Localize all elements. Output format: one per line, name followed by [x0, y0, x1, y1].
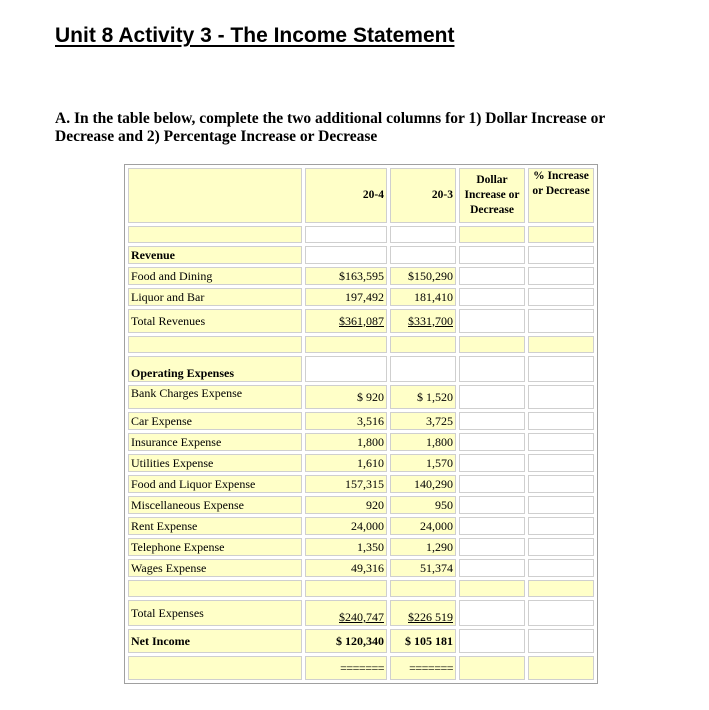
dollar-change-input[interactable]: [459, 288, 525, 306]
row-label: Net Income: [128, 629, 302, 653]
header-col-2023: 20-3: [390, 168, 456, 223]
value-2023: 1,800: [390, 433, 456, 451]
dollar-change-input[interactable]: [459, 600, 525, 626]
row-label: Food and Liquor Expense: [128, 475, 302, 493]
header-row: [128, 168, 594, 223]
dollar-change-input[interactable]: [459, 454, 525, 472]
value-2023: 1,570: [390, 454, 456, 472]
percent-change-input[interactable]: [528, 267, 594, 285]
row-label: Wages Expense: [128, 559, 302, 577]
value-2024: 920: [305, 496, 387, 514]
total-expenses-row: [128, 600, 594, 626]
revenue-heading-row: [128, 246, 594, 264]
value-2024: $240,747: [339, 610, 384, 624]
value-2023: $150,290: [390, 267, 456, 285]
expenses-heading: Operating Expenses: [128, 356, 302, 382]
percent-change-input[interactable]: [528, 454, 594, 472]
percent-change-input[interactable]: [528, 538, 594, 556]
dollar-change-input[interactable]: [459, 475, 525, 493]
dollar-change-input[interactable]: [459, 517, 525, 535]
table-row: [128, 475, 594, 493]
percent-change-input[interactable]: [528, 288, 594, 306]
percent-change-input[interactable]: [528, 629, 594, 653]
value-2023: 51,374: [390, 559, 456, 577]
dollar-change-input[interactable]: [459, 267, 525, 285]
row-label: Telephone Expense: [128, 538, 302, 556]
value-2023: $226 519: [408, 610, 453, 624]
table-row: [128, 538, 594, 556]
value-2024: $ 920: [305, 385, 387, 409]
value-2023: 24,000: [390, 517, 456, 535]
page-title: Unit 8 Activity 3 - The Income Statement: [55, 24, 455, 47]
row-label: Miscellaneous Expense: [128, 496, 302, 514]
percent-change-input[interactable]: [528, 475, 594, 493]
dollar-change-input[interactable]: [459, 559, 525, 577]
dollar-change-input[interactable]: [459, 629, 525, 653]
instruction-text: A. In the table below, complete the two additional columns for 1) Dollar Increase or Decrease and 2) Percentage Increase or Decrease: [55, 110, 605, 145]
double-rule-2024: =======: [305, 656, 387, 680]
percent-change-input[interactable]: [528, 517, 594, 535]
table-row: [128, 454, 594, 472]
table-row: [128, 309, 594, 333]
value-2024: 3,516: [305, 412, 387, 430]
value-2024: 49,316: [305, 559, 387, 577]
percent-change-input[interactable]: [528, 496, 594, 514]
table-row: [128, 412, 594, 430]
value-2024: $361,087: [339, 313, 384, 328]
double-rule-2023: =======: [390, 656, 456, 680]
percent-change-input[interactable]: [528, 559, 594, 577]
value-2024: 197,492: [305, 288, 387, 306]
table-row: [128, 267, 594, 285]
percent-change-input[interactable]: [528, 433, 594, 451]
expenses-heading-row: [128, 356, 594, 382]
value-2024: 24,000: [305, 517, 387, 535]
row-label: Bank Charges Expense: [128, 385, 302, 409]
row-label: Rent Expense: [128, 517, 302, 535]
row-label: Liquor and Bar: [128, 288, 302, 306]
value-2023: 3,725: [390, 412, 456, 430]
row-label: Total Revenues: [128, 309, 302, 333]
row-label: Total Expenses: [128, 600, 302, 626]
net-income-row: [128, 629, 594, 653]
row-label: Utilities Expense: [128, 454, 302, 472]
double-rule-row: [128, 656, 594, 680]
income-statement-table: [124, 164, 598, 684]
header-dollar-change: Dollar Increase or Decrease: [459, 168, 525, 223]
row-label: Insurance Expense: [128, 433, 302, 451]
revenue-heading: Revenue: [128, 246, 302, 264]
value-2024: 157,315: [305, 475, 387, 493]
percent-change-input[interactable]: [528, 385, 594, 409]
dollar-change-input[interactable]: [459, 412, 525, 430]
value-2024: $ 120,340: [305, 629, 387, 653]
value-2024: $163,595: [305, 267, 387, 285]
blank-row: [128, 226, 594, 243]
percent-change-input[interactable]: [528, 412, 594, 430]
row-label: Food and Dining: [128, 267, 302, 285]
table-row: [128, 433, 594, 451]
value-2024: 1,350: [305, 538, 387, 556]
dollar-change-input[interactable]: [459, 538, 525, 556]
table-row: [128, 517, 594, 535]
blank-row: [128, 580, 594, 597]
table-row: [128, 496, 594, 514]
dollar-change-input[interactable]: [459, 433, 525, 451]
table-row: [128, 559, 594, 577]
value-2023: 1,290: [390, 538, 456, 556]
value-2023: 140,290: [390, 475, 456, 493]
blank-row: [128, 336, 594, 353]
table-row: [128, 288, 594, 306]
value-2023: 950: [390, 496, 456, 514]
value-2023: 181,410: [390, 288, 456, 306]
value-2023: $331,700: [408, 313, 453, 328]
header-percent-change: % Increase or Decrease: [528, 168, 594, 223]
row-label: Car Expense: [128, 412, 302, 430]
value-2023: $ 105 181: [390, 629, 456, 653]
value-2023: $ 1,520: [390, 385, 456, 409]
table-row: [128, 385, 594, 409]
dollar-change-input[interactable]: [459, 385, 525, 409]
dollar-change-input[interactable]: [459, 309, 525, 333]
percent-change-input[interactable]: [528, 309, 594, 333]
percent-change-input[interactable]: [528, 600, 594, 626]
dollar-change-input[interactable]: [459, 496, 525, 514]
value-2024: 1,800: [305, 433, 387, 451]
header-col-2024: 20-4: [305, 168, 387, 223]
header-label-cell: [128, 168, 302, 223]
value-2024: 1,610: [305, 454, 387, 472]
